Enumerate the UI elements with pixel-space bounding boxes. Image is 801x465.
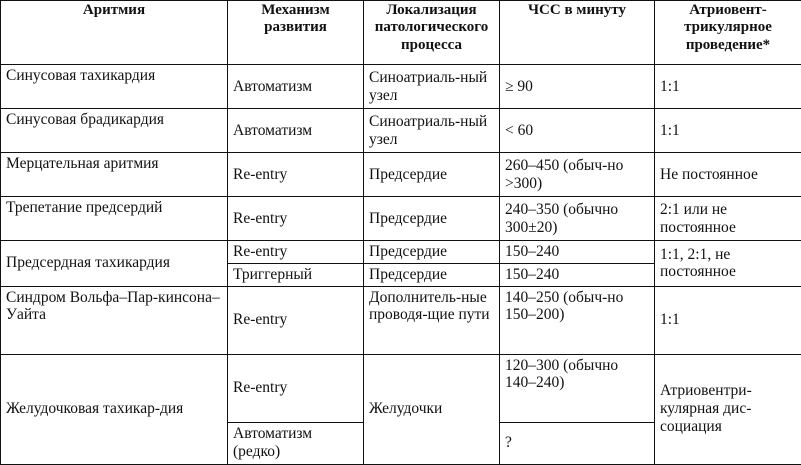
cell-av-conduction: Не постоянное: [655, 153, 801, 197]
cell-heart-rate: 150–240: [500, 241, 655, 264]
cell-arrhythmia: Синдром Вольфа–Пар-кинсона– Уайта: [1, 286, 228, 354]
table-row: [1, 197, 801, 241]
cell-mechanism: Re-entry: [228, 197, 364, 241]
cell-heart-rate: ?: [500, 422, 655, 464]
header-mechanism: Механизм развития: [228, 1, 364, 65]
table-row: [1, 109, 801, 153]
cell-heart-rate: 150–240: [500, 263, 655, 286]
header-heart-rate: ЧСС в минуту: [500, 1, 655, 65]
cell-heart-rate: 240–350 (обычно 300±20): [500, 197, 655, 241]
cell-mechanism: Re-entry: [228, 286, 364, 354]
cell-arrhythmia: Предсердная тахикардия: [1, 241, 228, 287]
cell-av-conduction: 2:1 или не постоянное: [655, 197, 801, 241]
cell-av-conduction: 1:1: [655, 286, 801, 354]
cell-location: Предсердие: [364, 153, 500, 197]
table-row: [1, 286, 801, 354]
cell-mechanism: Re-entry: [228, 354, 364, 422]
table-row: [1, 65, 801, 109]
cell-heart-rate: < 60: [500, 109, 655, 153]
cell-location: Дополнитель-ные проводя-щие пути: [364, 286, 500, 354]
cell-arrhythmia: Мерцательная аритмия: [1, 153, 228, 197]
header-location: Локализация патологического процесса: [364, 1, 500, 65]
cell-heart-rate: 140–250 (обыч-но 150–200): [500, 286, 655, 354]
cell-av-conduction: Атриовентри-кулярная дис-социация: [655, 354, 801, 464]
cell-heart-rate: 120–300 (обычно 140–240): [500, 354, 655, 422]
cell-av-conduction: 1:1: [655, 109, 801, 153]
cell-mechanism: Re-entry: [228, 241, 364, 264]
cell-location: Синоатриаль-ный узел: [364, 109, 500, 153]
cell-arrhythmia: Желудочковая тахикар-дия: [1, 354, 228, 464]
cell-mechanism: Re-entry: [228, 153, 364, 197]
cell-location: Предсердие: [364, 197, 500, 241]
cell-av-conduction: 1:1: [655, 65, 801, 109]
cell-mechanism: Автоматизм: [228, 65, 364, 109]
cell-heart-rate: 260–450 (обыч-но >300): [500, 153, 655, 197]
header-av-conduction: Атриовент-трикулярное проведение*: [655, 1, 801, 65]
cell-mechanism: Автоматизм: [228, 109, 364, 153]
cell-arrhythmia: Трепетание предсердий: [1, 197, 228, 241]
cell-location: Синоатриаль-ный узел: [364, 65, 500, 109]
header-row: [1, 1, 801, 65]
cell-mechanism: Автоматизм (редко): [228, 422, 364, 464]
cell-arrhythmia: Синусовая брадикардия: [1, 109, 228, 153]
cell-av-conduction: 1:1, 2:1, не постоянное: [655, 241, 801, 287]
header-arrhythmia: Аритмия: [1, 1, 228, 65]
cell-location: Желудочки: [364, 354, 500, 464]
table-row: [1, 153, 801, 197]
cell-heart-rate: ≥ 90: [500, 65, 655, 109]
cell-mechanism: Триггерный: [228, 263, 364, 286]
cell-location: Предсердие: [364, 241, 500, 264]
cell-location: Предсердие: [364, 263, 500, 286]
table-row: [1, 241, 801, 264]
table-row: [1, 354, 801, 422]
cell-arrhythmia: Синусовая тахикардия: [1, 65, 228, 109]
